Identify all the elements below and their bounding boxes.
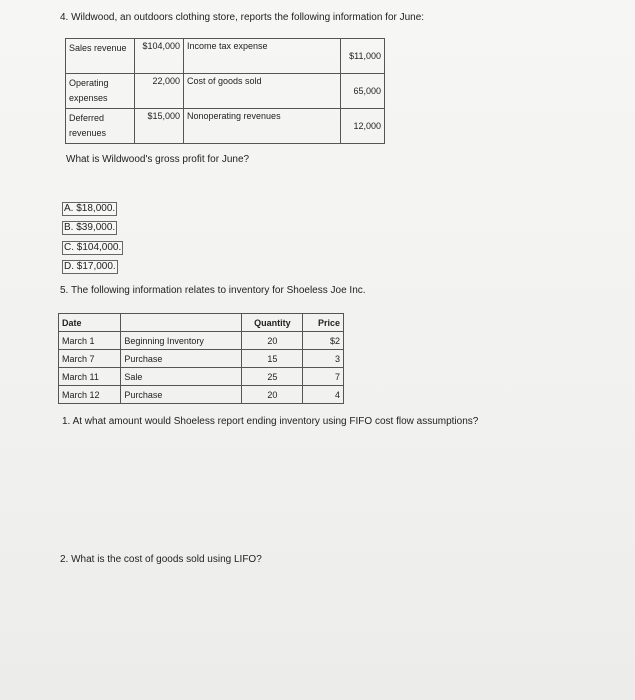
row-item: Nonoperating revenues <box>184 109 341 144</box>
answer-option-b[interactable]: B. $39,000. <box>64 222 116 233</box>
cell-price: 3 <box>303 350 344 368</box>
cell-quantity: 20 <box>242 386 303 404</box>
answer-option-c[interactable]: C. $104,000. <box>64 242 122 253</box>
answer-option-d[interactable]: D. $17,000. <box>64 261 116 272</box>
gross-profit-question: What is Wildwood's gross profit for June? <box>66 154 250 165</box>
inventory-table <box>58 313 344 404</box>
cell-date: March 7 <box>59 350 121 368</box>
question-4-prompt: 4. Wildwood, an outdoors clothing store, reports the following information for June: <box>60 12 425 23</box>
cell-price: 4 <box>303 386 344 404</box>
answer-option-a[interactable]: A. $18,000. <box>64 203 116 214</box>
fifo-question: 1. At what amount would Shoeless report ending inventory using FIFO cost flow assumptions? <box>62 416 479 427</box>
table-row <box>59 368 344 386</box>
row-value: 65,000 <box>341 74 385 109</box>
lifo-question: 2. What is the cost of goods sold using LIFO? <box>60 554 262 565</box>
row-amount: $104,000 <box>135 39 184 74</box>
financial-info-table <box>65 38 385 144</box>
cell-price: 7 <box>303 368 344 386</box>
cell-price: $2 <box>303 332 344 350</box>
table-row <box>66 39 385 74</box>
cell-date: March 11 <box>59 368 121 386</box>
table-row <box>59 332 344 350</box>
cell-quantity: 20 <box>242 332 303 350</box>
cell-description: Sale <box>121 368 242 386</box>
table-row <box>59 350 344 368</box>
row-value: 12,000 <box>341 109 385 144</box>
cell-description: Purchase <box>121 350 242 368</box>
row-label: Deferred revenues <box>66 109 135 144</box>
cell-date: March 12 <box>59 386 121 404</box>
row-label: Operating expenses <box>66 74 135 109</box>
column-header-description <box>121 314 242 332</box>
row-value: $11,000 <box>341 39 385 74</box>
column-header-price: Price <box>303 314 344 332</box>
column-header-quantity: Quantity <box>242 314 303 332</box>
row-label: Sales revenue <box>66 39 135 74</box>
table-row <box>59 386 344 404</box>
table-header-row <box>59 314 344 332</box>
row-amount: $15,000 <box>135 109 184 144</box>
cell-quantity: 25 <box>242 368 303 386</box>
cell-quantity: 15 <box>242 350 303 368</box>
table-row <box>66 109 385 144</box>
column-header-date: Date <box>59 314 121 332</box>
row-item: Cost of goods sold <box>184 74 341 109</box>
row-item: Income tax expense <box>184 39 341 74</box>
cell-date: March 1 <box>59 332 121 350</box>
table-row <box>66 74 385 109</box>
row-amount: 22,000 <box>135 74 184 109</box>
cell-description: Purchase <box>121 386 242 404</box>
question-5-prompt: 5. The following information relates to inventory for Shoeless Joe Inc. <box>60 285 366 296</box>
cell-description: Beginning Inventory <box>121 332 242 350</box>
